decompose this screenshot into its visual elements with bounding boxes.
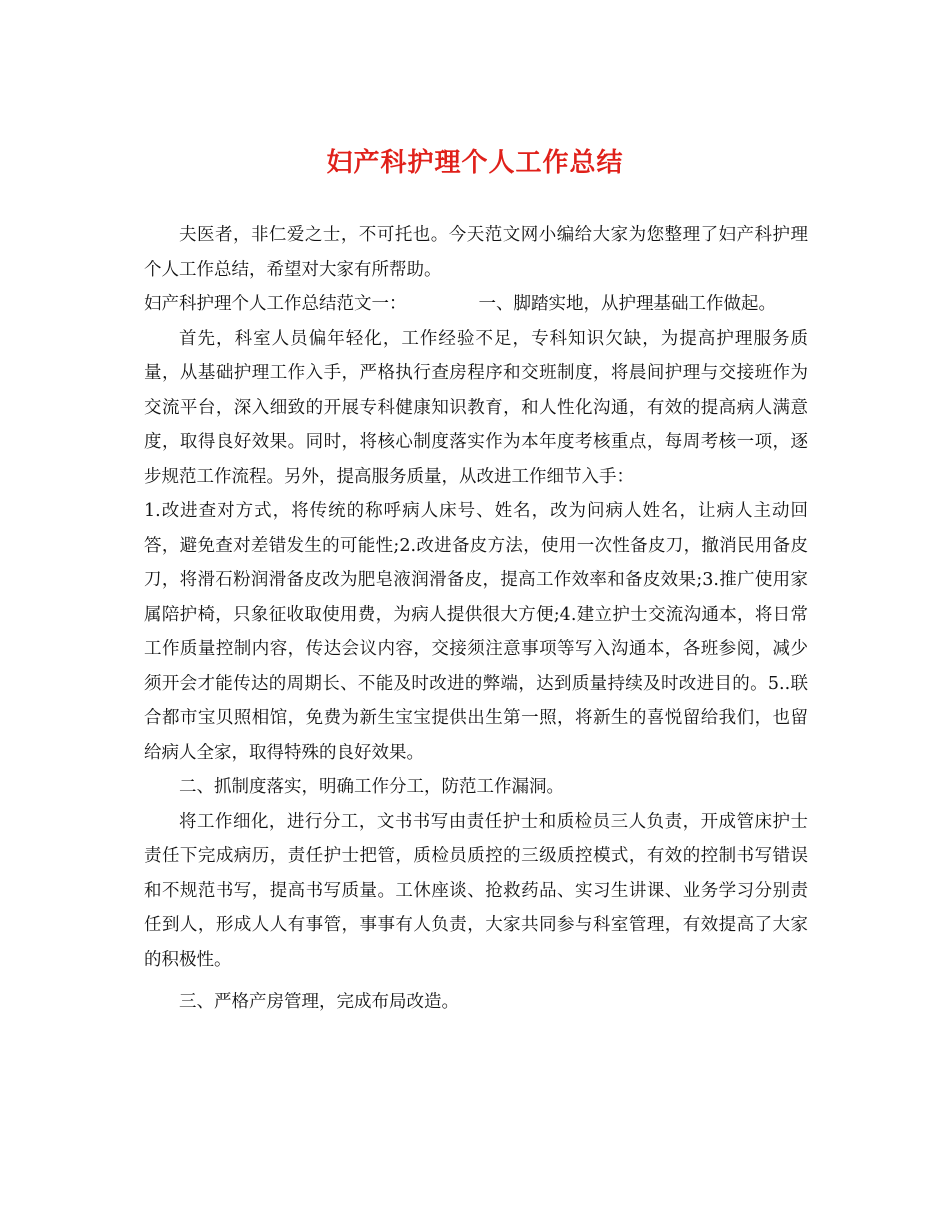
paragraph-basic-nursing: 首先，科室人员偏年轻化，工作经验不足，专科知识欠缺，为提高护理服务质量，从基础护理工作入手，严格执行查房程序和交班制度，将晨间护理与交接班作为交流平台，深入细致的开展专科健康知识教育，和人性化沟通，有效的提高病人满意度，取得良好效果。同时，将核心制度落实作为本年度考核重点，每周考核一项，逐步规范工作流程。另外，提高服务质量，从改进工作细节入手：	[144, 328, 808, 487]
sample-heading-line	[144, 287, 808, 322]
section1-heading: 一、脚踏实地，从护理基础工作做起。	[478, 294, 776, 314]
paragraph-improvements-list: 1.改进查对方式，将传统的称呼病人床号、姓名，改为问病人姓名，让病人主动回答，避免查对差错发生的可能性;2.改进备皮方法，使用一次性备皮刀，撤消民用备皮刀，将滑石粉润滑备皮改为肥皂液润滑备皮，提高工作效率和备皮效果;3.推广使用家属陪护椅，只象征收取使用费，为病人提供很大方便;4.建立护士交流沟通本，将日常工作质量控制内容，传达会议内容，交接须注意事项等写入沟通本，各班参阅，减少须开会才能传达的周期长、不能及时改进的弊端，达到质量持续及时改进目的。5..联合都市宝贝照相馆，免费为新生宝宝提供出生第一照，将新生的喜悦留给我们，也留给病人全家，取得特殊的良好效果。	[144, 501, 808, 763]
sample-label: 妇产科护理个人工作总结范文一：	[144, 294, 407, 314]
paragraph-division-of-work: 将工作细化，进行分工，文书书写由责任护士和质检员三人负责，开成管床护士责任下完成病历，责任护士把管，质检员质控的三级质控模式，有效的控制书写错误和不规范书写，提高书写质量。工休座谈、抢救药品、实习生讲课、业务学习分别责任到人，形成人人有事管，事事有人负责，大家共同参与科室管理，有效提高了大家的积极性。	[144, 811, 808, 970]
section2-heading: 二、抓制度落实，明确工作分工，防范工作漏洞。	[179, 777, 564, 797]
spacer	[144, 977, 808, 985]
section3-heading: 三、严格产房管理，完成布局改造。	[179, 992, 459, 1012]
document-title: 妇产科护理个人工作总结	[326, 148, 624, 178]
intro-paragraph: 夫医者，非仁爱之士，不可托也。今天范文网小编给大家为您整理了妇产科护理个人工作总结，希望对大家有所帮助。	[144, 225, 808, 280]
document-body	[144, 218, 808, 1020]
